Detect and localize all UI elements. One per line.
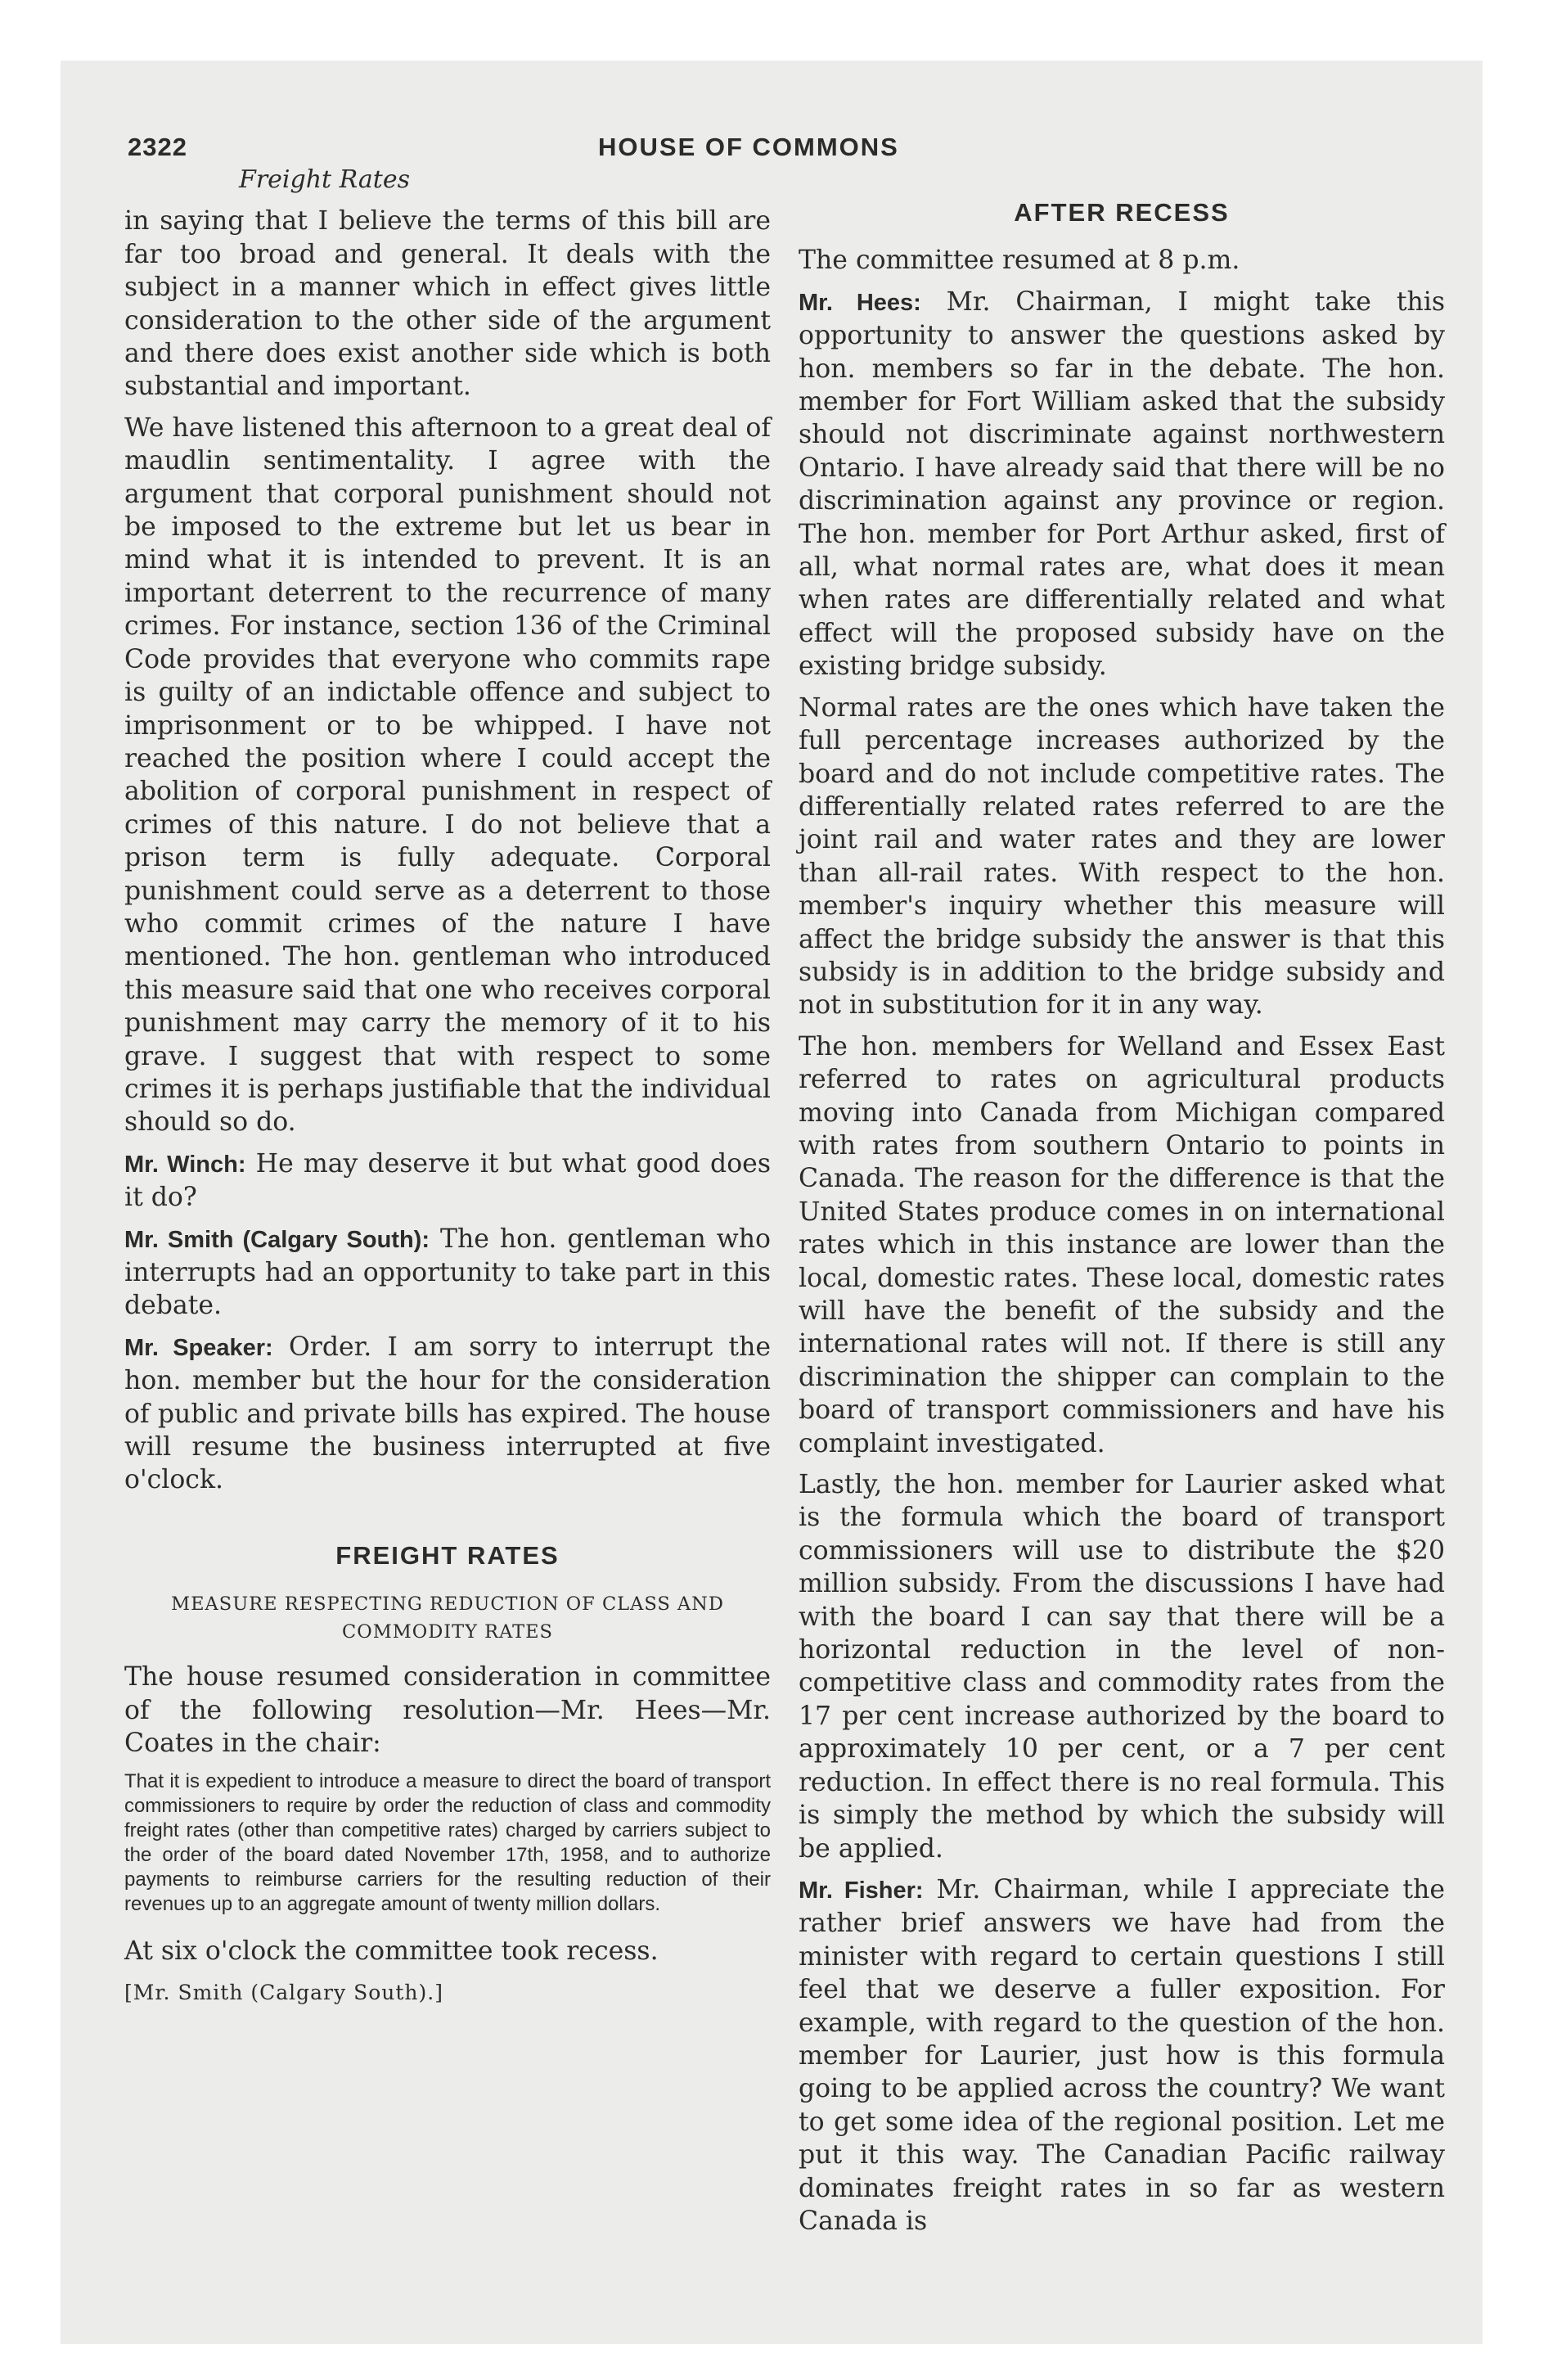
speaker-name: Mr. Hees:	[799, 289, 921, 316]
speech-smith	[124, 1223, 771, 1323]
speech-text: Order. I am sorry to interrupt the hon. member but the hour for the consideration of public and private bills has expired. The house will resume the business interrupted at five o'clock.	[124, 1332, 771, 1495]
speech-fisher	[799, 1873, 1445, 2238]
right-column	[799, 196, 1445, 2246]
paragraph: The house resumed consideration in committee of the following resolution—Mr. Hees—Mr. Coates in the chair:	[124, 1662, 771, 1759]
speaker-name: Mr. Fisher:	[799, 1877, 924, 1904]
speech-text: He may deserve it but what good does it do?	[124, 1148, 771, 1213]
resolution-text: That it is expedient to introduce a measure to direct the board of transport commissioners to require by order the reduction of class and commodity freight rates (other than competitive rates) charged by carriers subject to the order of the board dated November 17th, 1958, and to authorize payments to reimburse carriers for the resulting reduction of their revenues up to an aggregate amount of twenty million dollars.	[124, 1770, 771, 1916]
paragraph: The hon. members for Welland and Essex East referred to rates on agricultural products moving into Canada from Michigan compared with rates from southern Ontario to points in Canada. The reason for the difference is that the United States produce comes in on international rates which in this instance are lower than the local, domestic rates. These local, domestic rates will have the benefit of the subsidy and the international rates will not. If there is still any discrimination the shipper can complain to the board of transport commissioners and have his complaint investigated.	[799, 1031, 1445, 1458]
speech-winch	[124, 1147, 771, 1215]
paragraph: The committee resumed at 8 p.m.	[799, 246, 1240, 276]
speaker-name: Mr. Smith (Calgary South):	[124, 1226, 430, 1253]
speech-text: Mr. Chairman, I might take this opportunity to answer the questions asked by hon. members so far in the debate. The hon. member for Fort William asked that the subsidy should not discriminate against northwestern Ontario. I have already said that there will be no discrimination against any province or region. The hon. member for Port Arthur asked, first of all, what normal rates are, what does it mean when rates are differentially related and what effect will the proposed subsidy have on the existing bridge subsidy.	[799, 286, 1445, 682]
speaker-name: Mr. Speaker:	[124, 1334, 273, 1361]
running-title: HOUSE OF COMMONS	[598, 133, 899, 161]
column-subheading: Freight Rates	[239, 165, 410, 194]
speaker-name: Mr. Winch:	[124, 1151, 246, 1178]
paragraph: Lastly, the hon. member for Laurier asked what is the formula which the board of transport commissioners will use to distribute the $20 million subsidy. From the discussions I have had with the board I can say that there will be a horizontal reduction in the level of non-competitive class and commodity rates from the 17 per cent increase authorized by the board to approximately 10 per cent, or a 7 per cent reduction. In effect there is no real formula. This is simply the method by which the subsidy will be applied.	[799, 1470, 1445, 1864]
speech-text: The hon. gentleman who interrupts had an opportunity to take part in this debate.	[124, 1224, 771, 1321]
left-column	[124, 164, 771, 2009]
speech-hees	[799, 286, 1445, 683]
page-number: 2322	[128, 133, 187, 161]
section-subheading: MEASURE RESPECTING REDUCTION OF CLASS AND COMMODITY RATES	[171, 1593, 724, 1643]
paragraph: At six o'clock the committee took recess.	[124, 1936, 659, 1967]
page-footer: [Mr. Smith (Calgary South).]	[124, 1980, 443, 2004]
paragraph: We have listened this afternoon to a great deal of maudlin sentimentality. I agree with the argument that corporal punishment should not be imposed to the extreme but let us bear in mind what it is intended to prevent. It is an important deterrent to the recurrence of many crimes. For instance, section 136 of the Criminal Code provides that everyone who commits rape is guilty of an indictable offence and subject to imprisonment or to be whipped. I have not reached the position where I could accept the abolition of corporal punishment in respect of crimes of this nature. I do not believe that a prison term is fully adequate. Corporal punishment could serve as a deterrent to those who commit crimes of the nature I have mentioned. The hon. gentleman who introduced this measure said that one who receives corporal punishment may carry the memory of it to his grave. I suggest that with respect to some crimes it is perhaps justifiable that the individual should so do.	[124, 412, 771, 1138]
paragraph: in saying that I believe the terms of this bill are far too broad and general. It deals with the subject in a manner which in effect gives little consideration to the other side of the argument and there does exist another side which is both substantial and important.	[124, 206, 771, 402]
section-heading: AFTER RECESS	[1014, 198, 1230, 227]
speech-text: Mr. Chairman, while I appreciate the rather brief answers we have had from the minister with regard to certain questions I still feel that we deserve a fuller exposition. For example, with regard to the question of the hon. member for Laurier, just how is this formula going to be applied across the country? We want to get some idea of the regional position. Let me put it this way. The Canadian Pacific railway dominates freight rates in so far as western Canada is	[799, 1874, 1445, 2236]
paragraph: Normal rates are the ones which have taken the full percentage increases authorized by the board and do not include competitive rates. The differentially related rates referred to are the joint rail and water rates and they are lower than all-rail rates. With respect to the hon. member's inquiry whether this measure will affect the bridge subsidy the answer is that this subsidy is in addition to the bridge subsidy and not in substitution for it in any way.	[799, 692, 1445, 1021]
section-heading: FREIGHT RATES	[335, 1540, 560, 1570]
speech-speaker	[124, 1331, 771, 1497]
